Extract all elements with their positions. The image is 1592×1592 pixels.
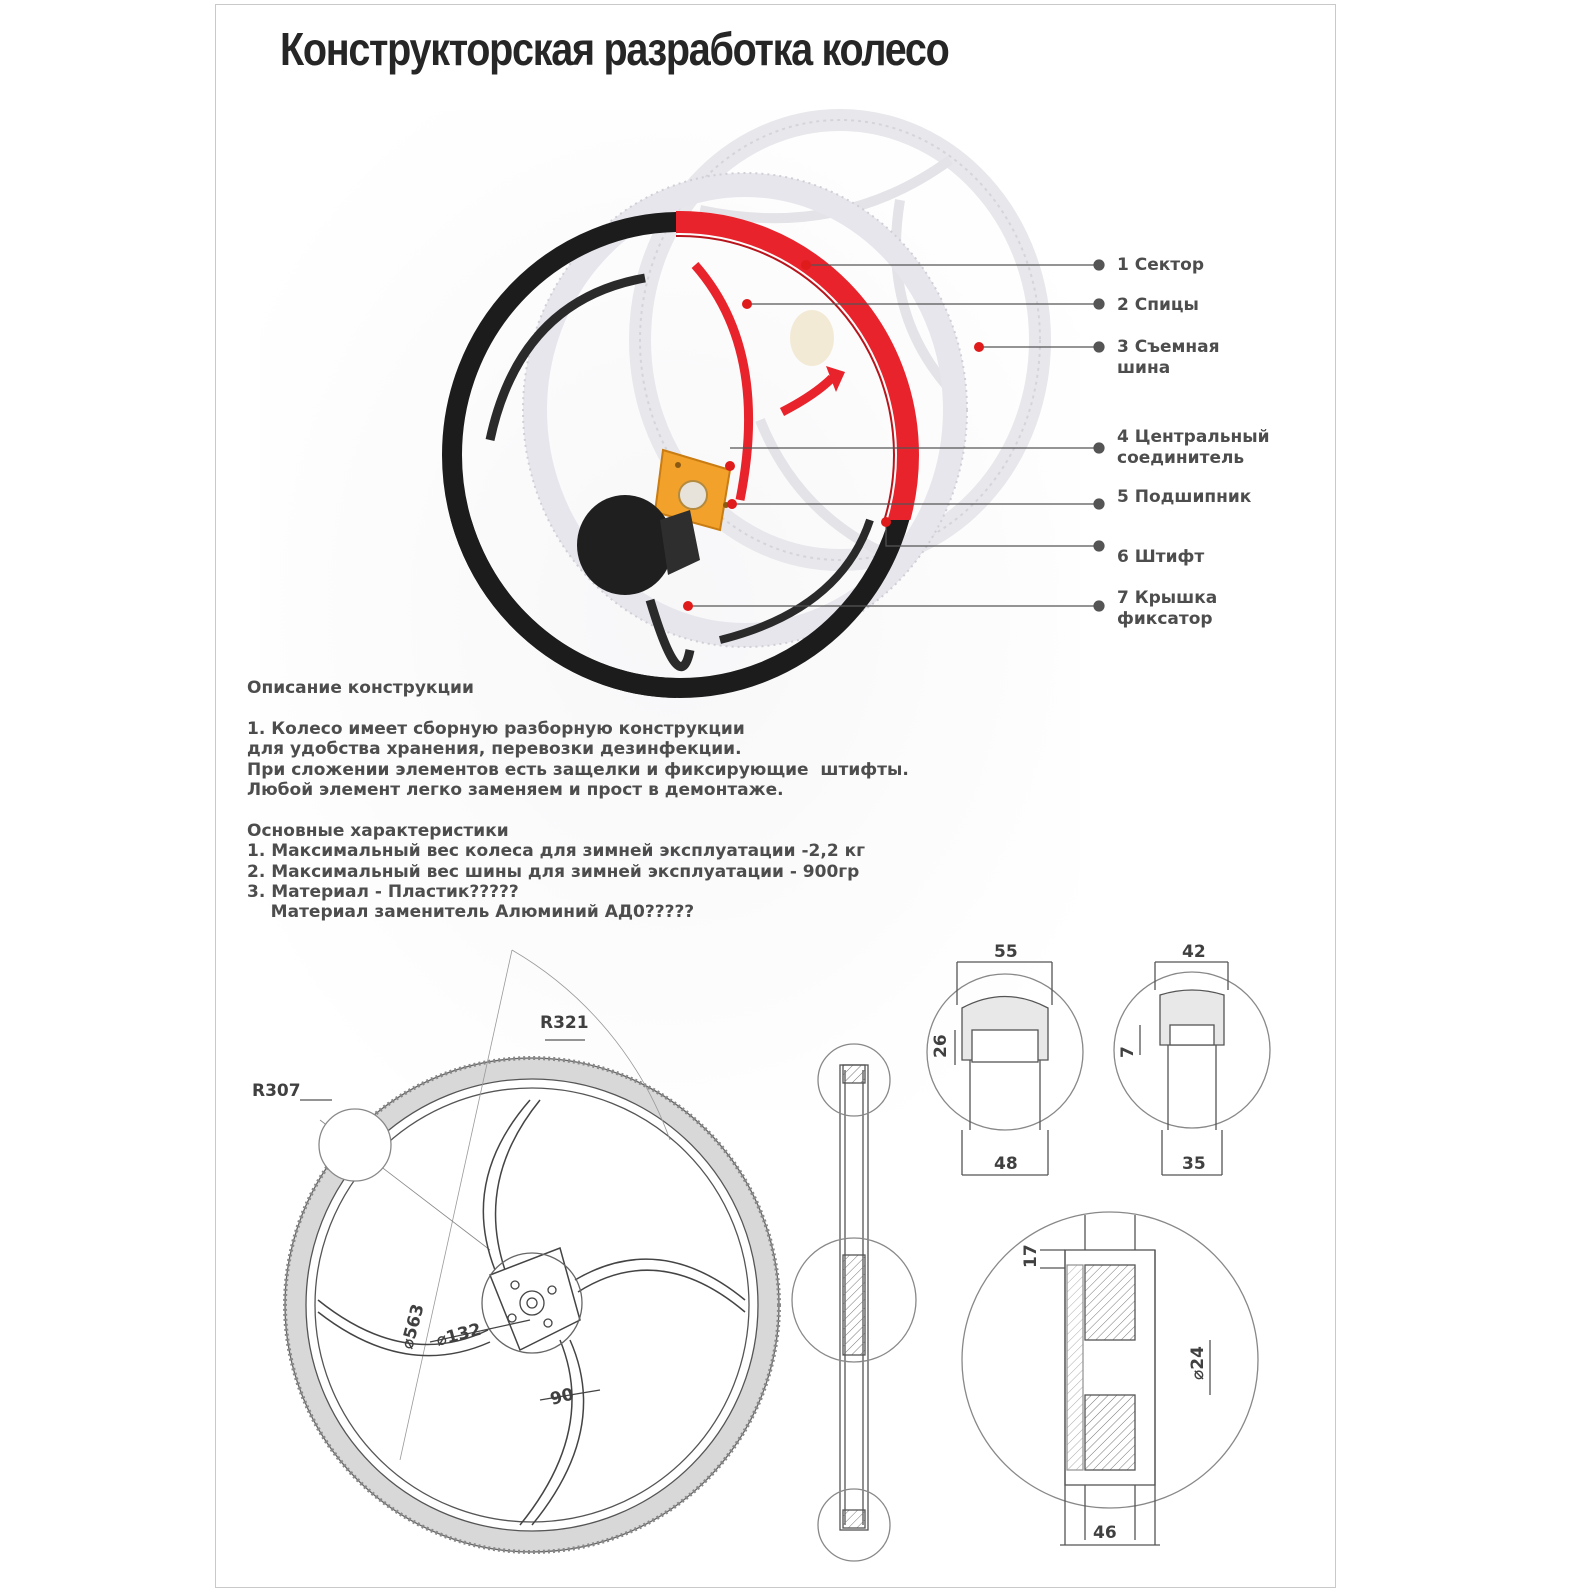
spec-line: 1. Максимальный вес колеса для зимней эксплуатации -2,2 кг (247, 841, 866, 862)
dim-h17: 17 (1021, 1244, 1041, 1268)
dim-a90: 90 (548, 1384, 577, 1410)
dim-r307: R307 (252, 1081, 301, 1101)
dim-d132: ⌀132 (434, 1319, 484, 1351)
spec-line: 3. Материал - Пластик????? (247, 882, 519, 903)
design-description (247, 678, 909, 923)
dim-w35: 35 (1182, 1154, 1206, 1174)
callout-central-connector: 4 Центральный соединитель (1117, 427, 1270, 468)
spec-line: 2. Максимальный вес шины для зимней эксплуатации - 900гр (247, 861, 860, 882)
description-line: для удобства хранения, перевозки дезинфекции. (247, 739, 742, 760)
callout-lock-cap: 7 Крышка фиксатор (1117, 588, 1218, 629)
dim-w48: 48 (994, 1154, 1018, 1174)
description-heading: Описание конструкции (247, 678, 474, 698)
dim-d563: ⌀563 (397, 1301, 429, 1352)
description-line: Любой элемент легко заменяем и прост в демонтаже. (247, 780, 784, 801)
callout-spokes: 2 Спицы (1117, 295, 1199, 315)
callout-removable-tire: 3 Съемная шина (1117, 337, 1220, 378)
callout-pin: 6 Штифт (1117, 547, 1205, 567)
dim-r321: R321 (540, 1013, 589, 1033)
hub-detail-drawing (962, 1212, 1258, 1545)
callout-bearing: 5 Подшипник (1117, 487, 1252, 507)
dim-w42: 42 (1182, 942, 1206, 962)
dim-d24: ⌀24 (1188, 1346, 1208, 1380)
dim-h26: 26 (931, 1034, 951, 1058)
callout-sector: 1 Сектор (1117, 255, 1204, 275)
description-line: При сложении элементов есть защелки и фиксирующие штифты. (247, 759, 909, 780)
page-title: Конструкторская разработка колесо (280, 23, 949, 75)
description-line: 1. Колесо имеет сборную разборную конструкции (247, 718, 745, 739)
spec-line: Материал заменитель Алюминий АД0????? (247, 902, 695, 923)
specs-heading: Основные характеристики (247, 820, 509, 841)
dim-w55: 55 (994, 942, 1018, 962)
dim-w46: 46 (1093, 1523, 1117, 1543)
dim-h7: 7 (1118, 1046, 1138, 1058)
tire-detail-b-drawing (1114, 962, 1270, 1175)
wheel-side-section-drawing (792, 1044, 916, 1561)
